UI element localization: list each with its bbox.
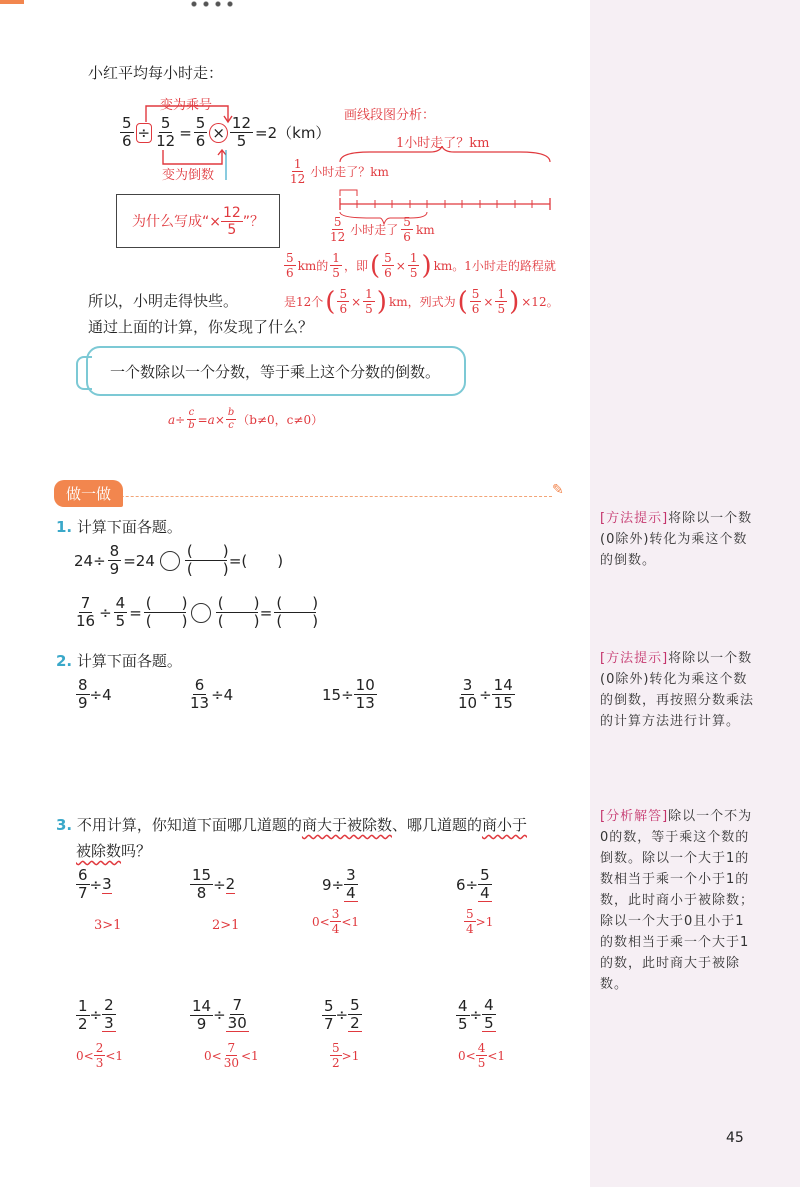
page-number: 45 (726, 1130, 744, 1146)
conclusion-2: 通过上面的计算，你发现了什么？ (88, 318, 314, 336)
q2-heading: 2. 计算下面各题。 (56, 652, 182, 670)
q3-answer: 2>1 (212, 918, 240, 933)
q3-item: $\frac{14}{9}$ ÷ $\frac{7}{30}$ (192, 996, 247, 1033)
q3-item: $\frac{4}{5}$ ÷ $\frac{4}{5}$ (458, 996, 494, 1033)
formula: a÷ $\frac{c}{b}$ =a× $\frac{b}{c}$ （b≠0，c≠0） (168, 407, 324, 431)
diagram-top-label: 1小时走了？km (396, 136, 490, 151)
multiply-op: × (209, 123, 228, 143)
compare-circle[interactable] (191, 603, 211, 623)
q3-item: $\frac{1}{2}$ ÷ $\frac{2}{3}$ (78, 996, 114, 1033)
q1-row-1: 24÷ $\frac{8}{9}$ =24 $\frac{( )}{( )}$ =( ) (74, 542, 284, 578)
diagram-bottom-label: $\frac{5}{12}$ 小时走了 $\frac{5}{6}$ km (330, 215, 435, 244)
q3-answer: 3>1 (94, 918, 122, 933)
q3-item: 6÷ $\frac{5}{4}$ (456, 866, 490, 902)
rule-box (86, 346, 466, 396)
pencil-icon: ✎ (552, 482, 564, 498)
section-divider (56, 496, 552, 497)
top-decoration-dots (188, 0, 238, 8)
q1-row-2: $\frac{7}{16}$ ÷ $\frac{4}{5}$ = $\frac{( )}{( )}$ $\frac{( )}{( )}$ = $\frac{( )}{( )}$ (76, 594, 319, 630)
q3-answer: $\frac{5}{4}$ >1 (466, 907, 494, 936)
compare-circle[interactable] (160, 551, 180, 571)
divide-op: ÷ (137, 123, 151, 142)
q3-answer: $\frac{5}{2}$ >1 (332, 1041, 360, 1070)
q3-item: $\frac{5}{7}$ ÷ $\frac{5}{2}$ (324, 996, 360, 1033)
q3-heading: 3. 不用计算，你知道下面哪几道题的商大于被除数、哪几道题的商小于 被除数吗？ (56, 816, 527, 860)
intro-line: 小红平均每小时走： (88, 64, 224, 82)
diagram-title: 画线段图分析： (344, 108, 436, 123)
sidebar-panel (590, 0, 800, 1187)
q3-answer: 0< $\frac{4}{5}$ <1 (458, 1041, 506, 1070)
rule-text: 一个数除以一个分数，等于乘上这个分数的倒数。 (110, 362, 441, 381)
result: =2（km） (255, 124, 331, 142)
intro-equation (120, 116, 330, 149)
q2-item: $\frac{8}{9}$ ÷4 (78, 676, 112, 712)
explain-line-1: $\frac{5}{6}$ km的 $\frac{1}{5}$ ，即 ( $\frac{5}{6}$ × $\frac{1}{5}$ ) km。1小时走的路程就 (286, 250, 556, 281)
diagram-mid-label: $\frac{1}{12}$ 小时走了？km (290, 157, 389, 186)
q2-item: 15÷ $\frac{10}{13}$ (322, 676, 375, 712)
bottom-note: 变为倒数 (162, 168, 215, 183)
fraction: $\frac{12}{5}$ (231, 114, 252, 150)
q1-heading: 1. 计算下面各题。 (56, 518, 182, 536)
q3-item: $\frac{6}{7}$ ÷ 3 (78, 866, 112, 902)
q3-answer: 0< $\frac{3}{4}$ <1 (312, 907, 360, 936)
question-box: 为什么写成“× $\frac{12}{5}$ ”？ (116, 194, 280, 248)
tip-box-1: [方法提示]将除以一个数(0除外)转化为乘这个数的倒数。 (600, 511, 753, 568)
q3-answer: 0< $\frac{7}{30}$ <1 (204, 1041, 259, 1070)
tip-box-3: [分析解答]除以一个不为0的数，等于乘这个数的倒数。除以一个大于1的数相当于乘一个小于1的数，此时商小于被除数；除以一个大于0且小于1的数相当于乘一个大于1的数，此时商大于被除数。 (600, 809, 755, 992)
tip-box-2: [方法提示]将除以一个数(0除外)转化为乘这个数的倒数，再按照分数乘法的计算方法进行计算。 (600, 651, 755, 729)
fraction: $\frac{5}{12}$ (156, 114, 176, 150)
q2-item: $\frac{6}{13}$ ÷4 (190, 676, 234, 712)
q3-item: 9÷ $\frac{3}{4}$ (322, 866, 356, 902)
section-title: 做一做 (54, 480, 123, 507)
conclusion-1: 所以，小明走得快些。 (88, 292, 239, 310)
explain-line-2: 是12个 ( $\frac{5}{6}$ × $\frac{1}{5}$ ) km，列式为 ( $\frac{5}{6}$ × $\frac{1}{5}$ ) ×12。 (284, 286, 559, 317)
q3-answer: 0< $\frac{2}{3}$ <1 (76, 1041, 124, 1070)
fraction: $\frac{5}{6}$ (195, 114, 206, 150)
fraction: $\frac{5}{6}$ (122, 114, 132, 150)
top-note: 变为乘号 (160, 98, 213, 113)
top-decoration (0, 0, 24, 4)
q3-item: $\frac{15}{8}$ ÷ 2 (192, 866, 236, 902)
equals: = (179, 123, 192, 142)
q2-item: $\frac{3}{10}$ ÷ $\frac{14}{15}$ (458, 676, 513, 712)
rule-box-clip (76, 356, 92, 390)
